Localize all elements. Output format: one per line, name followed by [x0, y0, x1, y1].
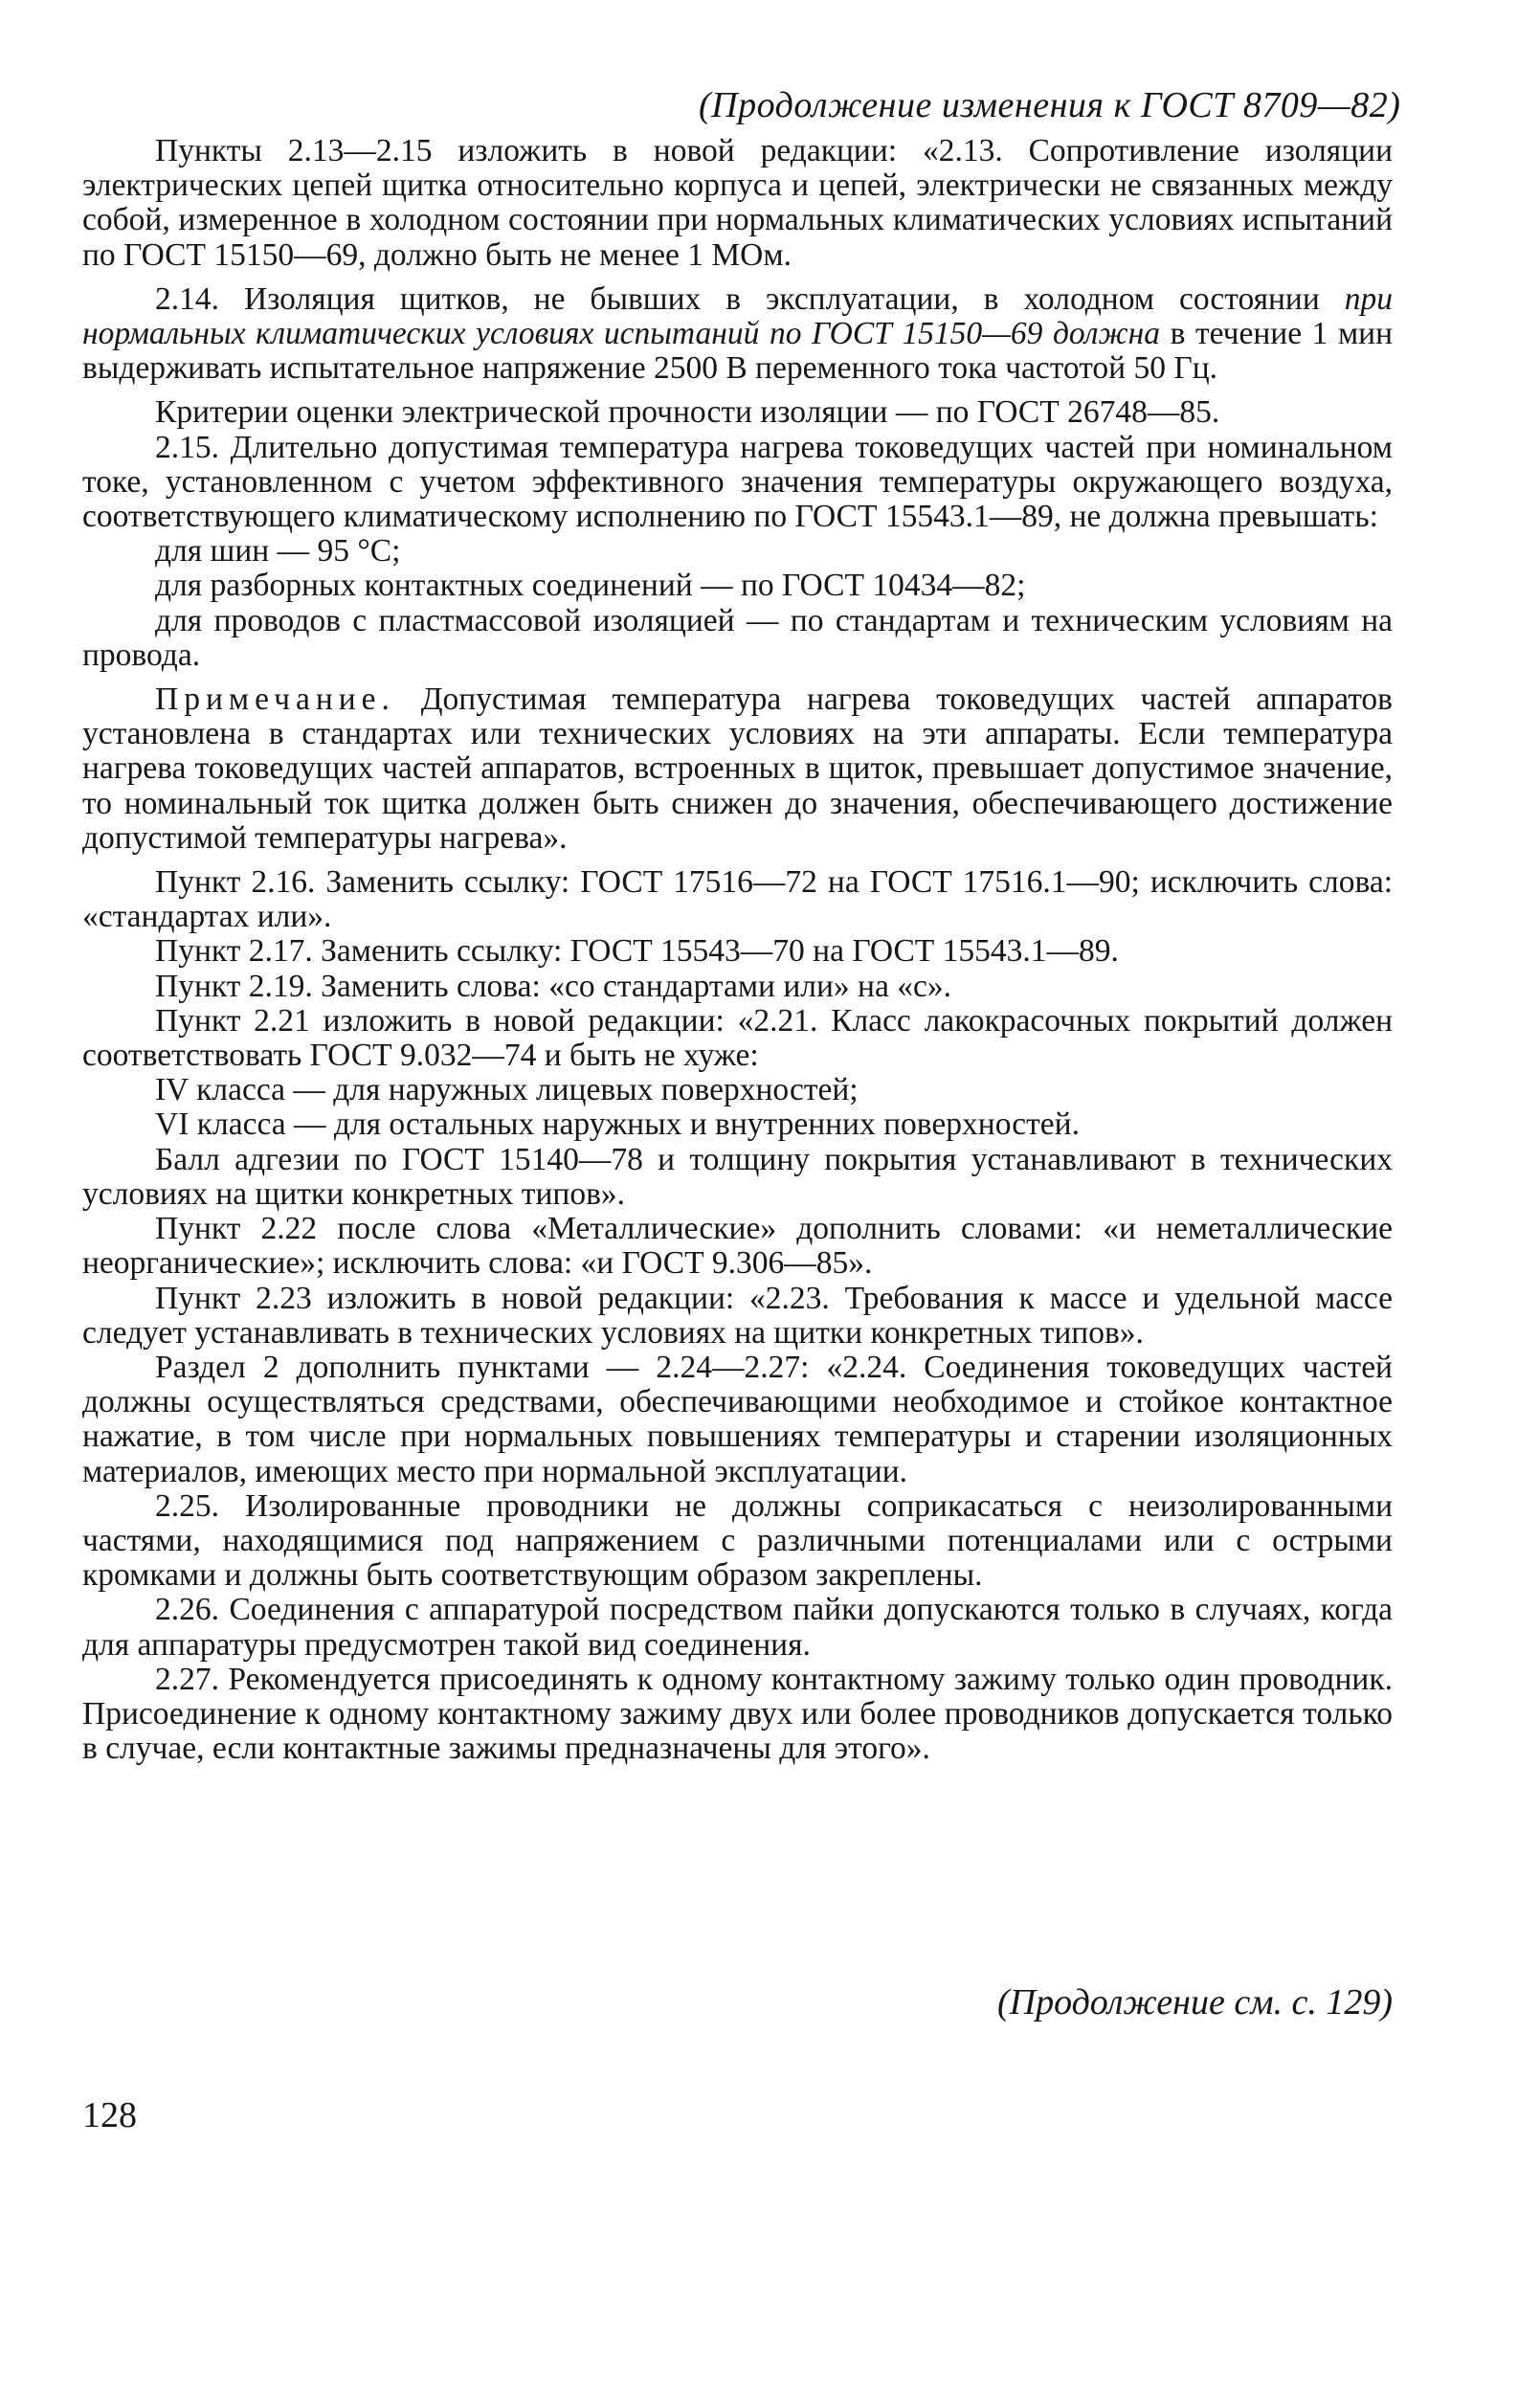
paragraph-item-2-25: 2.25. Изолированные проводники не должны соприкасаться с неизолированными частями, находящимися под напряжением с различными потенциалами или с острыми кромками и должны быть соответствующим образом закреплены. — [82, 1487, 1393, 1594]
list-item-class-iv: IV класса — для наружных лицевых поверхностей; — [155, 1072, 859, 1108]
paragraph-adhesion: Балл адгезии по ГОСТ 15140—78 и толщину покрытия устанавливают в технических условиях на щитки конкретных типов». — [82, 1141, 1393, 1212]
paragraph-item-2-17: Пункт 2.17. Заменить ссылку: ГОСТ 15543—70 на ГОСТ 15543.1—89. — [155, 933, 1119, 970]
continuation-footer: (Продолжение см. с. 129) — [996, 1982, 1393, 2022]
note-label: Примечание. — [155, 682, 395, 718]
paragraph-criteria: Критерии оценки электрической прочности изоляции — по ГОСТ 26748—85. — [155, 394, 1220, 431]
list-item-class-vi: VI класса — для остальных наружных и внутренних поверхностей. — [155, 1106, 1080, 1143]
page-number: 128 — [82, 2095, 137, 2135]
list-item-buses: для шин — 95 °С; — [155, 533, 401, 570]
note-text: Допустимая температура нагрева токоведущих частей аппаратов установлена в стандартах или технических условиях на эти аппараты. Если температура нагрева токоведущих частей аппаратов, встроенных в щиток, превышает допустимое значение, то номинальный ток щитка должен быть снижен до значения, обеспечивающего достижение допустимой температуры нагрева». — [82, 682, 1393, 856]
list-item-contacts: для разборных контактных соединений — по ГОСТ 10434—82; — [155, 568, 1026, 604]
continuation-header: (Продолжение изменения к ГОСТ 8709—82) — [699, 85, 1401, 125]
paragraph-items-2-13-2-15: Пункты 2.13—2.15 изложить в новой редакции: «2.13. Сопротивление изоляции электрических цепей щитка относительно корпуса и цепей, электрически не связанных между собой, измеренное в холодном состоянии при нормальных климатических условиях испытаний по ГОСТ 15150—69, должно быть не менее 1 МОм. — [82, 133, 1393, 273]
paragraph-item-2-16: Пункт 2.16. Заменить ссылку: ГОСТ 17516—72 на ГОСТ 17516.1—90; исключить слова: «стандартах или». — [82, 864, 1393, 935]
paragraph-item-2-15: 2.15. Длительно допустимая температура нагрева токоведущих частей при номинальном токе, установленном с учетом эффективного значения температуры окружающего воздуха, соответствующего климатическому исполнению по ГОСТ 15543.1—89, не должна превышать: — [82, 429, 1393, 535]
paragraph-item-2-19: Пункт 2.19. Заменить слова: «со стандартами или» на «с». — [155, 968, 951, 1004]
paragraph-item-2-23: Пункт 2.23 изложить в новой редакции: «2.23. Требования к массе и удельной массе следует устанавливать в технических условиях на щитки конкретных типов». — [82, 1280, 1393, 1351]
item-2-14-text-end: в течение 1 мин выдерживать испытательное напряжение 2500 В переменного тока частотой 50 Гц. — [82, 316, 1393, 387]
paragraph-item-2-27: 2.27. Рекомендуется присоединять к одному контактному зажиму только один проводник. Присоединение к одному контактному зажиму двух или более проводников допускается только в случае, если контактные зажимы предназначены для этого». — [82, 1661, 1393, 1767]
item-2-14-italic-text: при нормальных климатических условиях испытаний по ГОСТ 15150—69 должна — [82, 280, 1393, 352]
paragraph-item-2-26: 2.26. Соединения с аппаратурой посредством пайки допускаются только в случаях, когда для аппаратуры предусмотрен такой вид соединения. — [82, 1592, 1393, 1663]
paragraph-item-2-21: Пункт 2.21 изложить в новой редакции: «2.21. Класс лакокрасочных покрытий должен соответствовать ГОСТ 9.032—74 и быть не хуже: — [82, 1002, 1393, 1074]
note-paragraph — [82, 682, 1393, 856]
paragraph-item-2-14 — [82, 282, 1393, 387]
document-body — [82, 134, 1393, 1766]
paragraph-item-2-22: Пункт 2.22 после слова «Металлические» дополнить словами: «и неметаллические неорганические»; исключить слова: «и ГОСТ 9.306—85». — [82, 1211, 1393, 1282]
item-2-14-text-start: 2.14. Изоляция щитков, не бывших в эксплуатации, в холодном состоянии — [155, 280, 1345, 317]
list-item-wires: для проводов с пластмассовой изоляцией — по стандартам и техническим условиям на провода. — [82, 602, 1393, 673]
paragraph-section-2-additions: Раздел 2 дополнить пунктами — 2.24—2.27: «2.24. Соединения токоведущих частей должны осуществляться средствами, обеспечивающими необходимое и стойкое контактное нажатие, в том числе при нормальных повышениях температуры и старении изоляционных материалов, имеющих место при нормальной эксплуатации. — [82, 1349, 1393, 1489]
